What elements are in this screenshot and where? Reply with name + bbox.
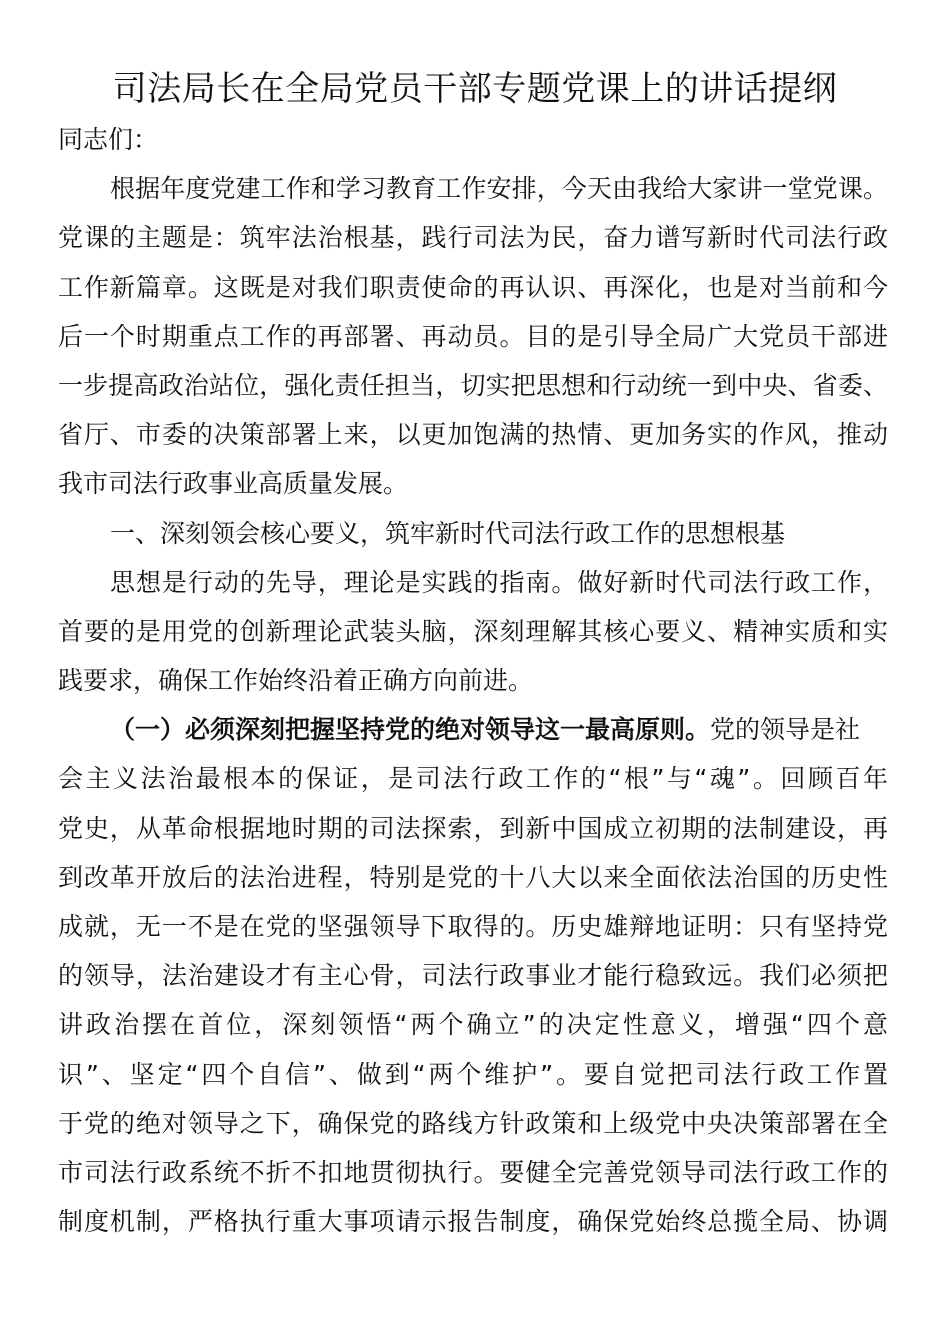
document-body xyxy=(58,115,888,1246)
salutation: 同志们： xyxy=(58,125,159,154)
paragraph-3-line: 市司法行政系统不折不扣地贯彻执行。要健全完善党领导司法行政工作的 xyxy=(58,1157,888,1187)
paragraph-3-line: 讲政治摆在首位，深刻领悟“两个确立”的决定性意义，增强“四个意 xyxy=(58,1010,888,1040)
paragraph-1-line: 省厅、市委的决策部署上来，以更加饱满的热情、更加务实的作风，推动 xyxy=(58,420,888,450)
document-title: 司法局长在全局党员干部专题党课上的讲话提纲 xyxy=(112,69,838,109)
subsection-heading-1: （一）必须深刻把握坚持党的绝对领导这一最高原则。 xyxy=(110,715,711,745)
paragraph-3-line: 党史，从革命根据地时期的司法探索，到新中国成立初期的法制建设，再 xyxy=(58,813,888,843)
paragraph-3-first-line xyxy=(58,705,888,754)
paragraph-2-line: 首要的是用党的创新理论武装头脑，深刻理解其核心要义、精神实质和实 xyxy=(58,616,888,646)
paragraph-2-line: 践要求，确保工作始终沿着正确方向前进。 xyxy=(58,666,534,696)
paragraph-3-line: 的领导，法治建设才有主心骨，司法行政事业才能行稳致远。我们必须把 xyxy=(58,961,888,991)
section-heading-1: 一、深刻领会核心要义，筑牢新时代司法行政工作的思想根基 xyxy=(110,518,786,548)
paragraph-3-first-line-rest: 党的领导是社 xyxy=(710,715,861,745)
paragraph-2-line: 思想是行动的先导，理论是实践的指南。做好新时代司法行政工作， xyxy=(110,567,888,597)
paragraph-1-line: 党课的主题是：筑牢法治根基，践行司法为民，奋力谱写新时代司法行政 xyxy=(58,223,888,253)
paragraph-1-line: 一步提高政治站位，强化责任担当，切实把思想和行动统一到中央、省委、 xyxy=(58,370,888,400)
paragraph-3-line: 成就，无一不是在党的坚强领导下取得的。历史雄辩地证明：只有坚持党 xyxy=(58,912,888,941)
paragraph-3-line: 于党的绝对领导之下，确保党的路线方针政策和上级党中央决策部署在全 xyxy=(58,1108,888,1138)
paragraph-3-line: 到改革开放后的法治进程，特别是党的十八大以来全面依法治国的历史性 xyxy=(58,862,888,892)
paragraph-1-line: 后一个时期重点工作的再部署、再动员。目的是引导全局广大党员干部进 xyxy=(58,321,888,351)
paragraph-3-line: 制度机制，严格执行重大事项请示报告制度，确保党始终总揽全局、协调 xyxy=(58,1207,888,1237)
paragraph-1-line: 我市司法行政事业高质量发展。 xyxy=(58,469,409,499)
paragraph-1-line: 根据年度党建工作和学习教育工作安排，今天由我给大家讲一堂党课。 xyxy=(110,174,888,204)
paragraph-3-line: 会主义法治最根本的保证，是司法行政工作的“根”与“魂”。回顾百年 xyxy=(58,764,888,794)
paragraph-1-line: 工作新篇章。这既是对我们职责使命的再认识、再深化，也是对当前和今 xyxy=(58,272,888,302)
paragraph-3-line: 识”、坚定“四个自信”、做到“两个维护”。要自觉把司法行政工作置 xyxy=(58,1059,888,1089)
